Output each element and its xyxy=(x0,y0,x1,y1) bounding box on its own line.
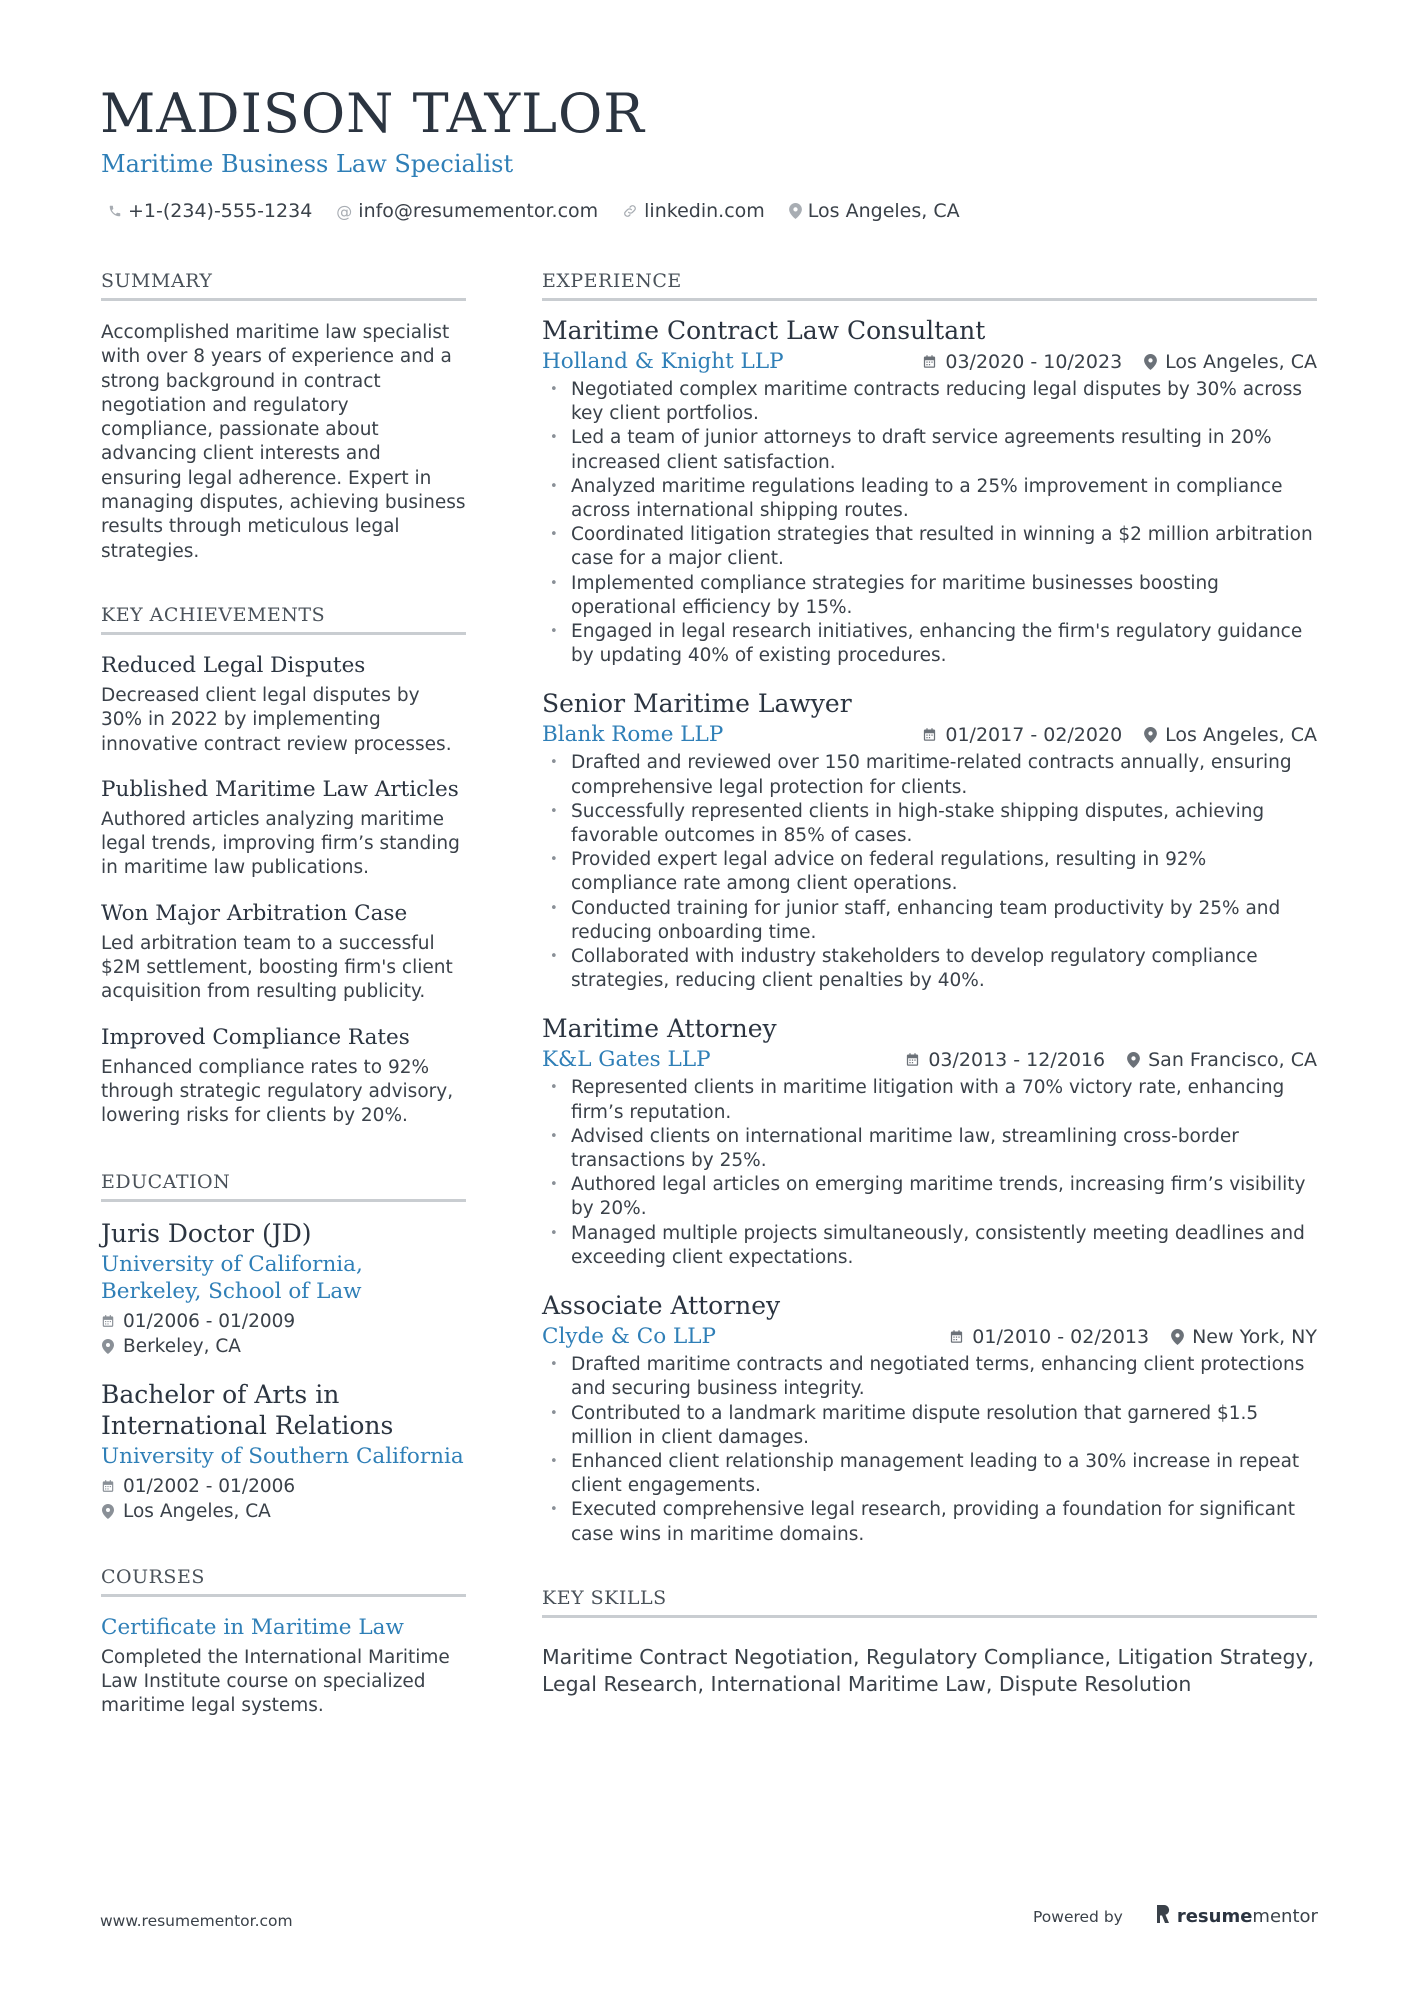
calendar-icon xyxy=(949,1329,964,1344)
job-entry xyxy=(542,688,1317,993)
achievement-title: Improved Compliance Rates xyxy=(101,1024,410,1050)
contact-email[interactable] xyxy=(336,200,598,222)
achievement-title: Reduced Legal Disputes xyxy=(101,652,366,678)
calendar-icon xyxy=(922,354,937,369)
job-bullet: • Analyzed maritime regulations leading to a 25% improvement in compliance across international shipping routes. xyxy=(542,475,1317,523)
contact-linkedin-text: linkedin.com xyxy=(644,200,765,222)
job-meta-row xyxy=(542,1047,1317,1072)
job-dates xyxy=(949,1326,1149,1348)
job-title: Maritime Contract Law Consultant xyxy=(542,316,986,345)
contact-phone[interactable] xyxy=(108,200,312,222)
location-icon xyxy=(1127,1052,1140,1068)
job-location xyxy=(1127,1049,1317,1071)
location-icon xyxy=(101,1504,115,1519)
job-entry xyxy=(542,1290,1317,1547)
job-bullet: • Successfully represented clients in high-stake shipping disputes, achieving favorable outcomes in 85% of cases. xyxy=(542,800,1317,848)
link-icon xyxy=(622,203,638,219)
education-school: University of California, Berkeley, School of Law xyxy=(101,1251,363,1304)
job-location xyxy=(1144,351,1317,373)
job-company: Holland & Knight LLP xyxy=(542,349,784,374)
brand-bold: resume xyxy=(1176,1906,1253,1927)
job-title: Senior Maritime Lawyer xyxy=(542,689,852,719)
contact-bar xyxy=(108,200,960,222)
job-bullet: • Represented clients in maritime litigation with a 70% victory rate, enhancing firm’s reputation. xyxy=(542,1076,1317,1124)
job-company: K&L Gates LLP xyxy=(542,1047,711,1073)
job-bullet: • Authored legal articles on emerging maritime trends, increasing firm’s visibility by 20%. xyxy=(542,1173,1317,1221)
contact-location-text: Los Angeles, CA xyxy=(807,200,960,222)
achievement-text: Decreased client legal disputes by 30% in 2022 by implementing innovative contract review processes. xyxy=(101,684,452,755)
email-icon: @ xyxy=(336,201,353,221)
job-dates-text: 03/2013 - 12/2016 xyxy=(928,1048,1106,1071)
location-icon xyxy=(101,1339,115,1354)
education-location-text: Berkeley, CA xyxy=(123,1335,241,1357)
candidate-title: Maritime Business Law Specialist xyxy=(101,150,514,178)
job-meta-row xyxy=(542,1324,1317,1349)
job-bullet: • Provided expert legal advice on federal regulations, resulting in 92% compliance rate among client operations. xyxy=(542,848,1317,896)
brand-icon xyxy=(1155,1905,1171,1928)
job-meta-row xyxy=(542,349,1317,374)
education-dates-text: 01/2002 - 01/2006 xyxy=(123,1475,296,1497)
education-location xyxy=(101,1334,466,1359)
achievements-heading: KEY ACHIEVEMENTS xyxy=(101,604,466,635)
candidate-name: MADISON TAYLOR xyxy=(100,82,645,145)
education-item xyxy=(101,1379,466,1524)
job-bullets xyxy=(542,1076,1317,1270)
footer-powered xyxy=(1033,1905,1318,1928)
experience-section xyxy=(542,270,1317,1547)
location-icon xyxy=(1144,727,1157,743)
courses-section xyxy=(101,1566,466,1719)
education-dates-text: 01/2006 - 01/2009 xyxy=(123,1310,296,1332)
experience-heading: EXPERIENCE xyxy=(542,270,1317,301)
job-dates-text: 01/2017 - 02/2020 xyxy=(945,723,1123,746)
job-bullets xyxy=(542,751,1317,993)
location-icon xyxy=(789,203,802,219)
education-dates xyxy=(101,1474,466,1499)
achievement-text: Led arbitration team to a successful $2M settlement, boosting firm's client acquisition from resulting publicity. xyxy=(101,932,453,1003)
summary-section xyxy=(101,270,466,564)
contact-linkedin[interactable] xyxy=(622,200,765,222)
course-title: Certificate in Maritime Law xyxy=(101,1614,404,1640)
calendar-icon xyxy=(101,1479,115,1493)
contact-location xyxy=(789,200,960,222)
right-column xyxy=(542,270,1317,1698)
job-bullet: • Advised clients on international maritime law, streamlining cross-border transactions by 25%. xyxy=(542,1125,1317,1173)
job-bullet: • Coordinated litigation strategies that resulted in winning a $2 million arbitration case for a major client. xyxy=(542,523,1317,571)
job-entry xyxy=(542,315,1317,668)
job-bullet: • Conducted training for junior staff, enhancing team productivity by 25% and reducing onboarding time. xyxy=(542,897,1317,945)
job-company: Clyde & Co LLP xyxy=(542,1324,717,1350)
job-bullets xyxy=(542,378,1317,668)
job-dates-text: 01/2010 - 02/2013 xyxy=(972,1325,1150,1348)
education-location-text: Los Angeles, CA xyxy=(123,1500,271,1522)
calendar-icon xyxy=(905,1052,920,1067)
job-bullet: • Collaborated with industry stakeholders to develop regulatory compliance strategies, reducing client penalties by 40%. xyxy=(542,945,1317,993)
calendar-icon xyxy=(101,1314,115,1328)
location-icon xyxy=(1144,354,1157,370)
job-location-text: Los Angeles, CA xyxy=(1165,350,1317,373)
job-dates-text: 03/2020 - 10/2023 xyxy=(945,350,1123,373)
education-dates xyxy=(101,1309,466,1334)
skills-text: Maritime Contract Negotiation, Regulatory Compliance, Litigation Strategy, Legal Research, International Maritime Law, Dispute Resolution xyxy=(542,1644,1315,1696)
summary-heading: SUMMARY xyxy=(101,270,466,301)
education-school: University of Southern California xyxy=(101,1443,464,1469)
job-bullet: • Led a team of junior attorneys to draft service agreements resulting in 20% increased client satisfaction. xyxy=(542,426,1317,474)
job-meta xyxy=(922,724,1317,746)
job-bullet: • Implemented compliance strategies for maritime businesses boosting operational efficiency by 15%. xyxy=(542,572,1317,620)
powered-by-label: Powered by xyxy=(1033,1907,1123,1926)
job-meta xyxy=(905,1049,1317,1071)
job-company: Blank Rome LLP xyxy=(542,722,724,748)
job-bullet: • Negotiated complex maritime contracts reducing legal disputes by 30% across key client portfolios. xyxy=(542,378,1317,426)
calendar-icon xyxy=(922,727,937,742)
left-column xyxy=(101,270,466,1718)
job-location xyxy=(1171,1326,1317,1348)
location-icon xyxy=(1171,1329,1184,1345)
education-degree: Bachelor of Arts in International Relations xyxy=(101,1379,394,1440)
education-degree: Juris Doctor (JD) xyxy=(101,1218,312,1248)
job-bullet: • Drafted maritime contracts and negotiated terms, enhancing client protections and securing business integrity. xyxy=(542,1353,1317,1401)
courses-heading: COURSES xyxy=(101,1566,466,1597)
achievement-item xyxy=(101,901,466,1005)
job-dates xyxy=(922,724,1122,746)
phone-icon xyxy=(108,204,122,218)
achievement-text: Enhanced compliance rates to 92% through strategic regulatory advisory, lowering risks for clients by 20%. xyxy=(101,1056,454,1127)
job-bullet: • Drafted and reviewed over 150 maritime-related contracts annually, ensuring comprehensive legal protection for clients. xyxy=(542,751,1317,799)
summary-text: Accomplished maritime law specialist with over 8 years of experience and a strong background in contract negotiation and regulatory compliance, passionate about advancing client interests and ensuring legal adherence. Expert in managing disputes, achieving business results through meticulous legal strategies. xyxy=(101,322,466,562)
job-bullet: • Enhanced client relationship management leading to a 30% increase in repeat client engagements. xyxy=(542,1450,1317,1498)
job-bullet: • Managed multiple projects simultaneously, consistently meeting deadlines and exceeding client expectations. xyxy=(542,1222,1317,1270)
skills-heading: KEY SKILLS xyxy=(542,1587,1317,1618)
job-location-text: New York, NY xyxy=(1192,1325,1317,1348)
course-text: Completed the International Maritime Law Institute course on specialized maritime legal systems. xyxy=(101,1646,450,1717)
achievement-text: Authored articles analyzing maritime legal trends, improving firm’s standing in maritime law publications. xyxy=(101,808,460,879)
achievement-item xyxy=(101,653,466,757)
brand-light: mentor xyxy=(1252,1906,1318,1927)
skills-section xyxy=(542,1587,1317,1698)
achievement-item xyxy=(101,1025,466,1129)
achievement-title: Published Maritime Law Articles xyxy=(101,776,459,802)
education-item xyxy=(101,1218,466,1359)
achievements-section xyxy=(101,604,466,1129)
job-meta-row xyxy=(542,722,1317,747)
education-heading: EDUCATION xyxy=(101,1171,466,1202)
achievement-title: Won Major Arbitration Case xyxy=(101,900,408,926)
job-location xyxy=(1144,724,1317,746)
job-dates xyxy=(922,351,1122,373)
education-section xyxy=(101,1171,466,1524)
job-meta xyxy=(922,351,1317,373)
job-meta xyxy=(949,1326,1317,1348)
education-location xyxy=(101,1499,466,1524)
footer-website[interactable]: www.resumementor.com xyxy=(100,1912,293,1930)
job-bullet: • Executed comprehensive legal research, providing a foundation for significant case wins in maritime domains. xyxy=(542,1498,1317,1546)
job-title: Maritime Attorney xyxy=(542,1014,777,1044)
job-dates xyxy=(905,1049,1105,1071)
course-item xyxy=(101,1615,466,1719)
job-bullets xyxy=(542,1353,1317,1547)
contact-email-text: info@resumementor.com xyxy=(358,200,599,222)
achievement-item xyxy=(101,777,466,881)
job-location-text: Los Angeles, CA xyxy=(1165,723,1317,746)
job-title: Associate Attorney xyxy=(542,1291,781,1321)
job-location-text: San Francisco, CA xyxy=(1148,1048,1317,1071)
contact-phone-text: +1-(234)-555-1234 xyxy=(128,200,313,222)
job-bullet: • Engaged in legal research initiatives, enhancing the firm's regulatory guidance by updating 40% of existing procedures. xyxy=(542,620,1317,668)
job-entry xyxy=(542,1013,1317,1270)
brand-logo[interactable] xyxy=(1155,1905,1318,1928)
job-bullet: • Contributed to a landmark maritime dispute resolution that garnered $1.5 million in client damages. xyxy=(542,1402,1317,1450)
